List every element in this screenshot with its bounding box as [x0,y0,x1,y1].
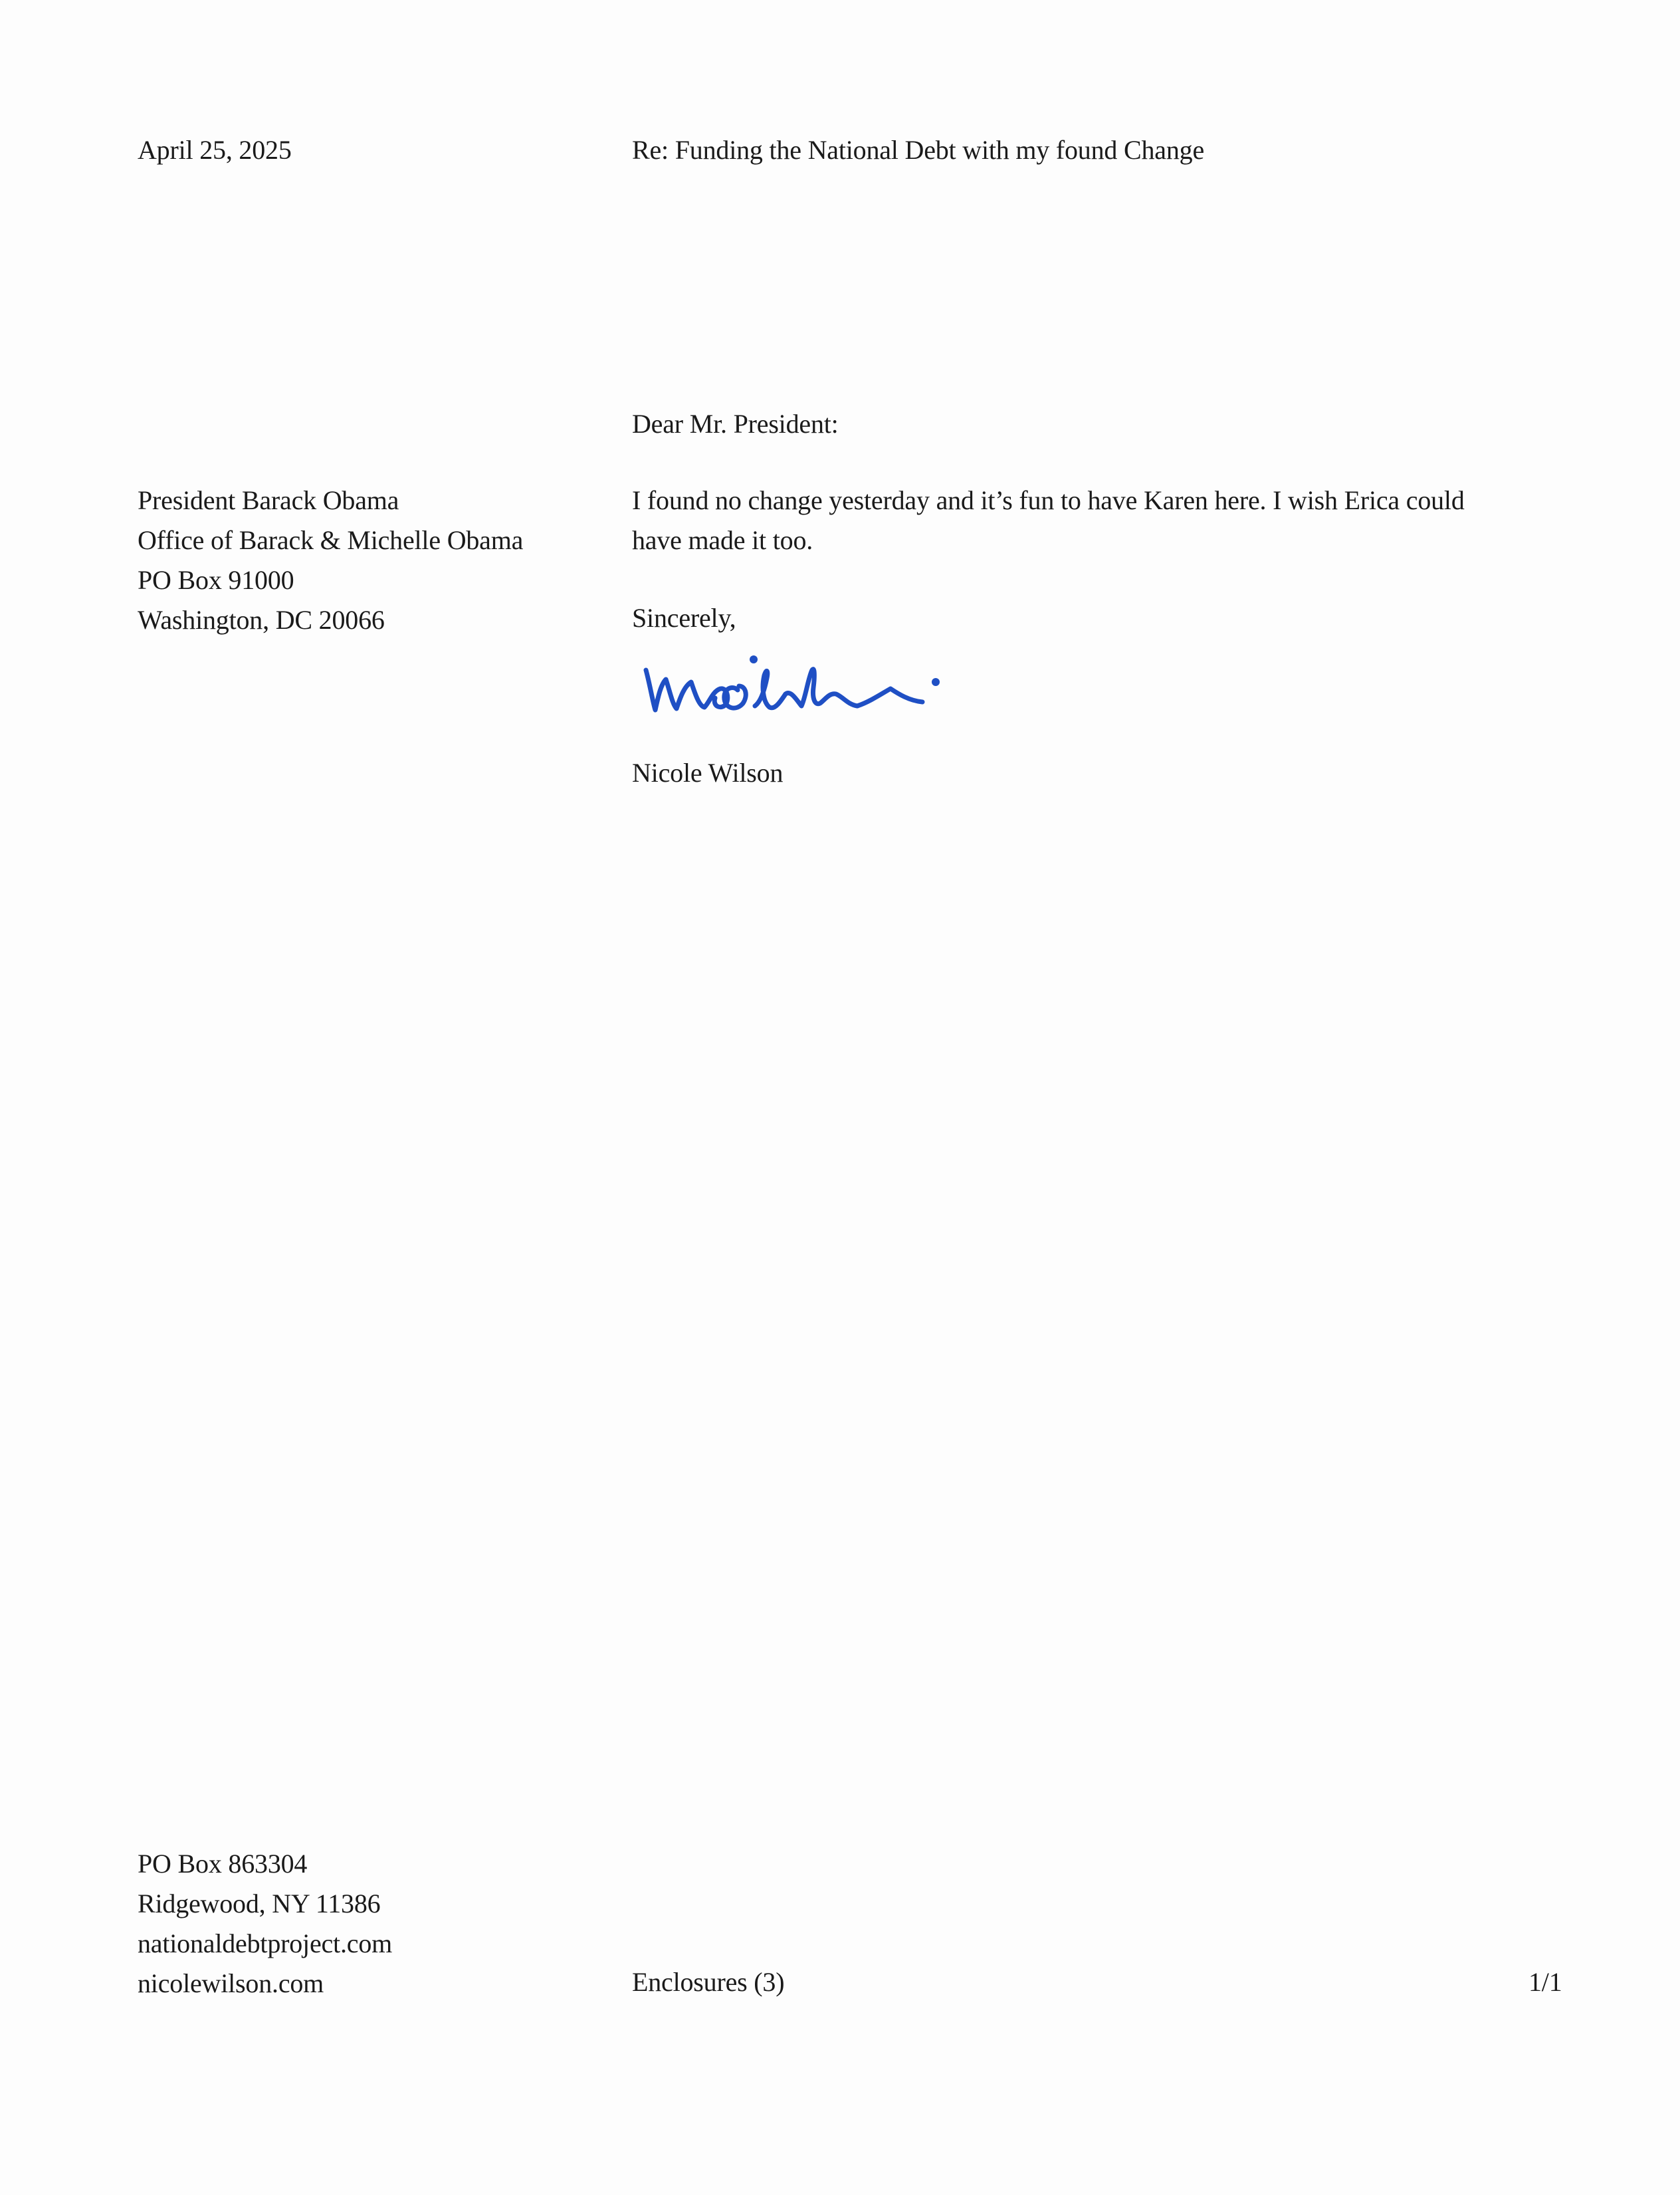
sender-city: Ridgewood, NY 11386 [138,1889,381,1918]
signer-name: Nicole Wilson [632,758,784,788]
recipient-city: Washington, DC 20066 [138,605,385,635]
handwritten-signature [638,638,970,731]
page-number: 1/1 [1528,1967,1562,1997]
sender-website-2: nicolewilson.com [138,1968,324,1998]
letter-body [632,481,1549,560]
body-line: have made it too. [632,525,813,555]
recipient-office: Office of Barack & Michelle Obama [138,525,524,555]
body-line: I found no change yesterday and it’s fun to have Karen here. I wish Erica could [632,485,1465,515]
sender-website-1: nationaldebtproject.com [138,1928,393,1958]
sender-po-box: PO Box 863304 [138,1849,308,1879]
recipient-po-box: PO Box 91000 [138,565,294,595]
closing: Sincerely, [632,603,736,633]
recipient-name: President Barack Obama [138,485,399,515]
recipient-address [138,481,523,640]
salutation: Dear Mr. President: [632,409,839,439]
letter-date: April 25, 2025 [138,135,292,165]
letter-subject: Re: Funding the National Debt with my found Change [632,135,1204,165]
enclosures-note: Enclosures (3) [632,1967,785,1997]
sender-address [138,1844,392,2004]
